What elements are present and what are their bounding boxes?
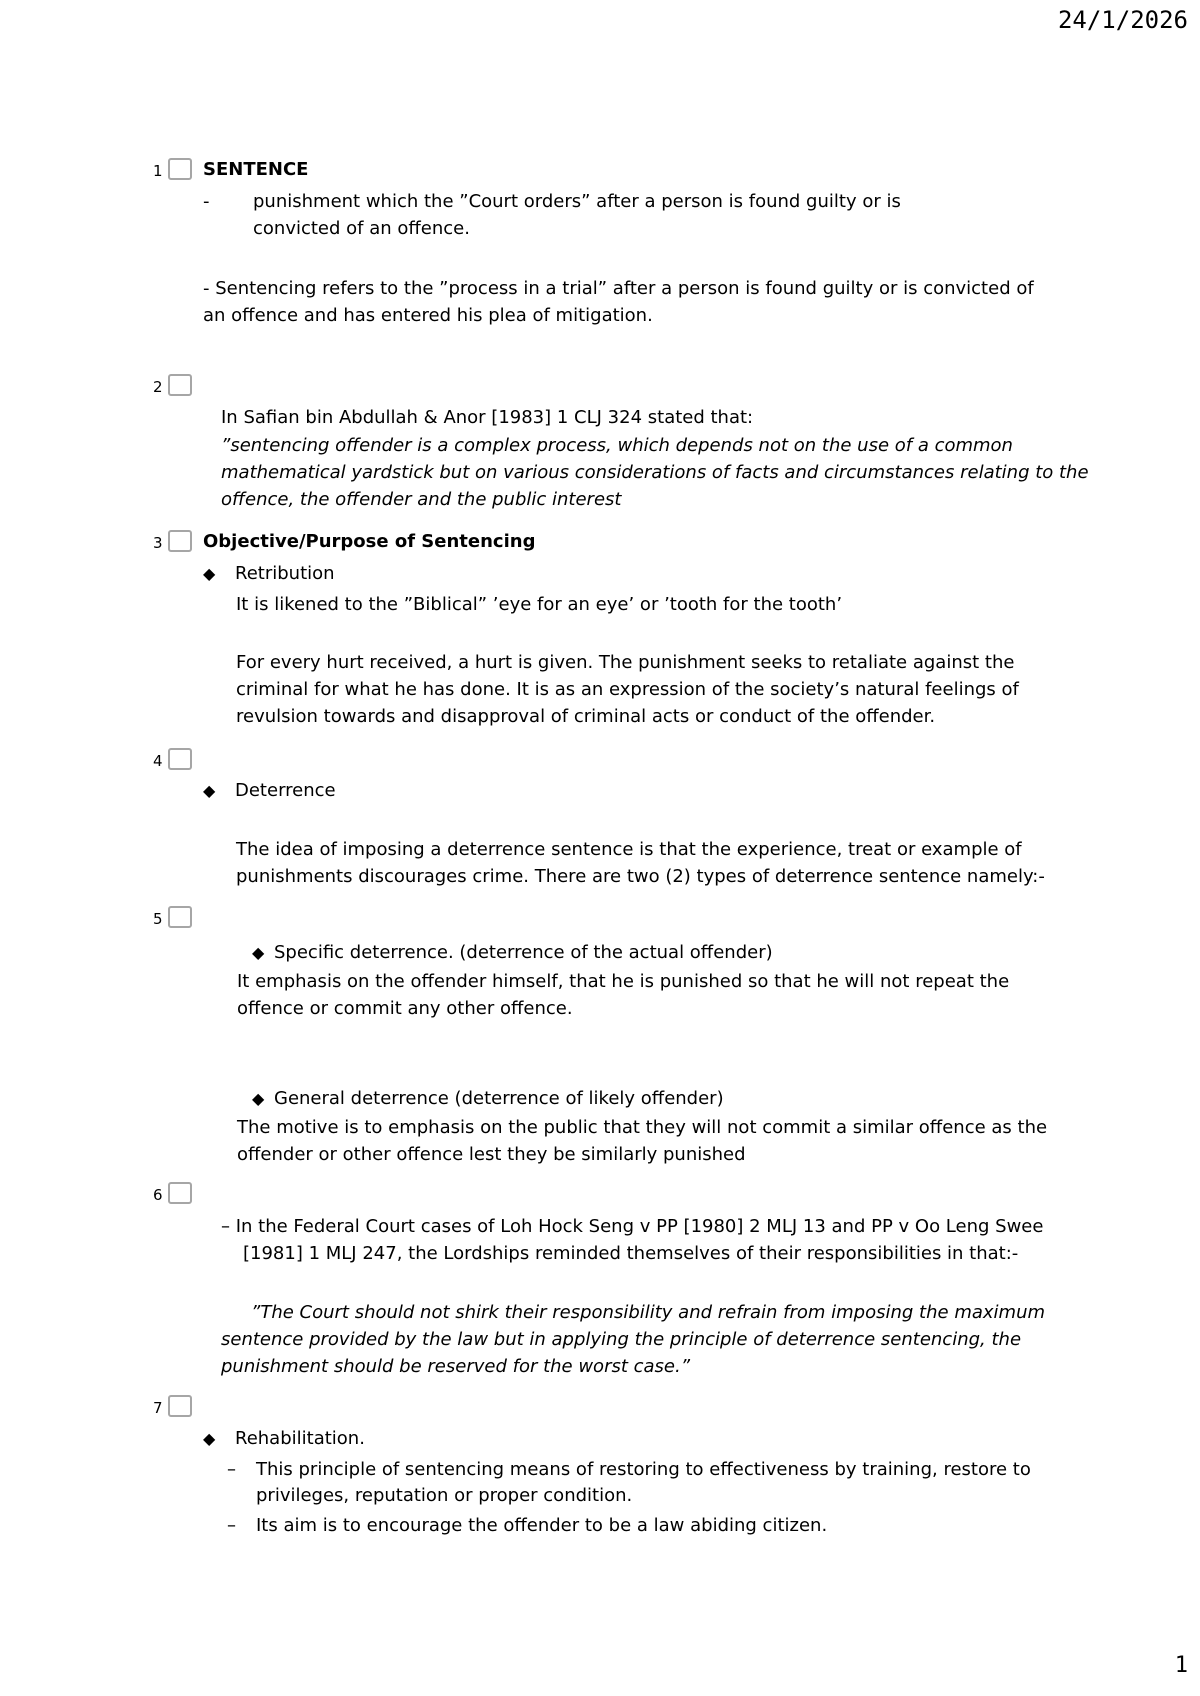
diamond-bullet-icon: ◆ bbox=[203, 1429, 216, 1448]
paragraph-line: convicted of an offence. bbox=[253, 218, 470, 239]
paragraph-line: The idea of imposing a deterrence sentence is that the experience, treat or example of bbox=[236, 839, 1022, 860]
bullet-deterrence: ◆ Deterrence bbox=[203, 777, 336, 804]
item-checkbox[interactable] bbox=[168, 374, 192, 396]
bullet-rehabilitation: ◆ Rehabilitation. bbox=[203, 1425, 365, 1452]
item-number: 3 bbox=[153, 534, 163, 552]
dash-marker: - bbox=[203, 191, 210, 212]
paragraph-line: - Sentencing refers to the ”process in a trial” after a person is found guilty or is convicted of bbox=[203, 278, 1034, 299]
dash-marker: – bbox=[227, 1515, 236, 1536]
paragraph-line: offence or commit any other offence. bbox=[237, 998, 573, 1019]
quote-line: offence, the offender and the public interest bbox=[221, 489, 622, 510]
quote-line: ”sentencing offender is a complex process, which depends not on the use of a common bbox=[221, 435, 1013, 456]
diamond-bullet-icon: ◆ bbox=[203, 781, 216, 800]
dash-marker: – bbox=[227, 1459, 236, 1480]
item-checkbox[interactable] bbox=[168, 530, 192, 552]
item-checkbox[interactable] bbox=[168, 158, 192, 180]
case-citation: In Safian bin Abdullah & Anor [1983] 1 CLJ 324 stated that: bbox=[221, 407, 754, 428]
paragraph-line: Its aim is to encourage the offender to be a law abiding citizen. bbox=[256, 1515, 828, 1536]
item-checkbox[interactable] bbox=[168, 1395, 192, 1417]
paragraph-line: offender or other offence lest they be similarly punished bbox=[237, 1144, 746, 1165]
item-checkbox[interactable] bbox=[168, 748, 192, 770]
paragraph-line: This principle of sentencing means of restoring to effectiveness by training, restore to bbox=[256, 1459, 1031, 1480]
paragraph-line: punishments discourages crime. There are two (2) types of deterrence sentence namely:- bbox=[236, 866, 1045, 887]
item-number: 5 bbox=[153, 910, 163, 928]
item-number: 6 bbox=[153, 1186, 163, 1204]
section-title-objective: Objective/Purpose of Sentencing bbox=[203, 531, 536, 552]
item-checkbox[interactable] bbox=[168, 1182, 192, 1204]
bullet-retribution: ◆ Retribution bbox=[203, 560, 335, 587]
paragraph-line: It emphasis on the offender himself, that he is punished so that he will not repeat the bbox=[237, 971, 1010, 992]
section-title-sentence: SENTENCE bbox=[203, 159, 309, 180]
item-number: 2 bbox=[153, 378, 163, 396]
paragraph-line: an offence and has entered his plea of mitigation. bbox=[203, 305, 653, 326]
page-number: 1 bbox=[1174, 1653, 1188, 1678]
sub-bullet-general: ◆ General deterrence (deterrence of likely offender) bbox=[252, 1085, 724, 1112]
quote-line: ”The Court should not shirk their responsibility and refrain from imposing the maximum bbox=[251, 1302, 1046, 1323]
diamond-bullet-icon: ◆ bbox=[203, 564, 216, 583]
item-number: 7 bbox=[153, 1399, 163, 1417]
paragraph-line: The motive is to emphasis on the public that they will not commit a similar offence as the bbox=[237, 1117, 1048, 1138]
paragraph-line: punishment which the ”Court orders” after a person is found guilty or is bbox=[253, 191, 901, 212]
sub-bullet-specific: ◆ Specific deterrence. (deterrence of the actual offender) bbox=[252, 939, 773, 966]
quote-line: sentence provided by the law but in applying the principle of deterrence sentencing, the bbox=[221, 1329, 1022, 1350]
quote-line: mathematical yardstick but on various considerations of facts and circumstances relating to the bbox=[221, 462, 1089, 483]
header-date: 24/1/2026 bbox=[1057, 6, 1188, 34]
diamond-bullet-icon: ◆ bbox=[252, 943, 265, 962]
paragraph-line: For every hurt received, a hurt is given. The punishment seeks to retaliate against the bbox=[236, 652, 1015, 673]
diamond-bullet-icon: ◆ bbox=[252, 1089, 265, 1108]
paragraph-line: It is likened to the ”Biblical” ’eye for an eye’ or ’tooth for the tooth’ bbox=[236, 594, 843, 615]
paragraph-line: privileges, reputation or proper condition. bbox=[256, 1485, 633, 1506]
paragraph-line: criminal for what he has done. It is as an expression of the society’s natural feelings of bbox=[236, 679, 1019, 700]
case-citation: – In the Federal Court cases of Loh Hock Seng v PP [1980] 2 MLJ 13 and PP v Oo Leng Swee bbox=[221, 1216, 1044, 1237]
item-number: 1 bbox=[153, 162, 163, 180]
quote-line: punishment should be reserved for the worst case.” bbox=[221, 1356, 691, 1377]
item-checkbox[interactable] bbox=[168, 906, 192, 928]
item-number: 4 bbox=[153, 752, 163, 770]
case-citation: [1981] 1 MLJ 247, the Lordships reminded themselves of their responsibilities in that:- bbox=[243, 1243, 1019, 1264]
paragraph-line: revulsion towards and disapproval of criminal acts or conduct of the offender. bbox=[236, 706, 936, 727]
